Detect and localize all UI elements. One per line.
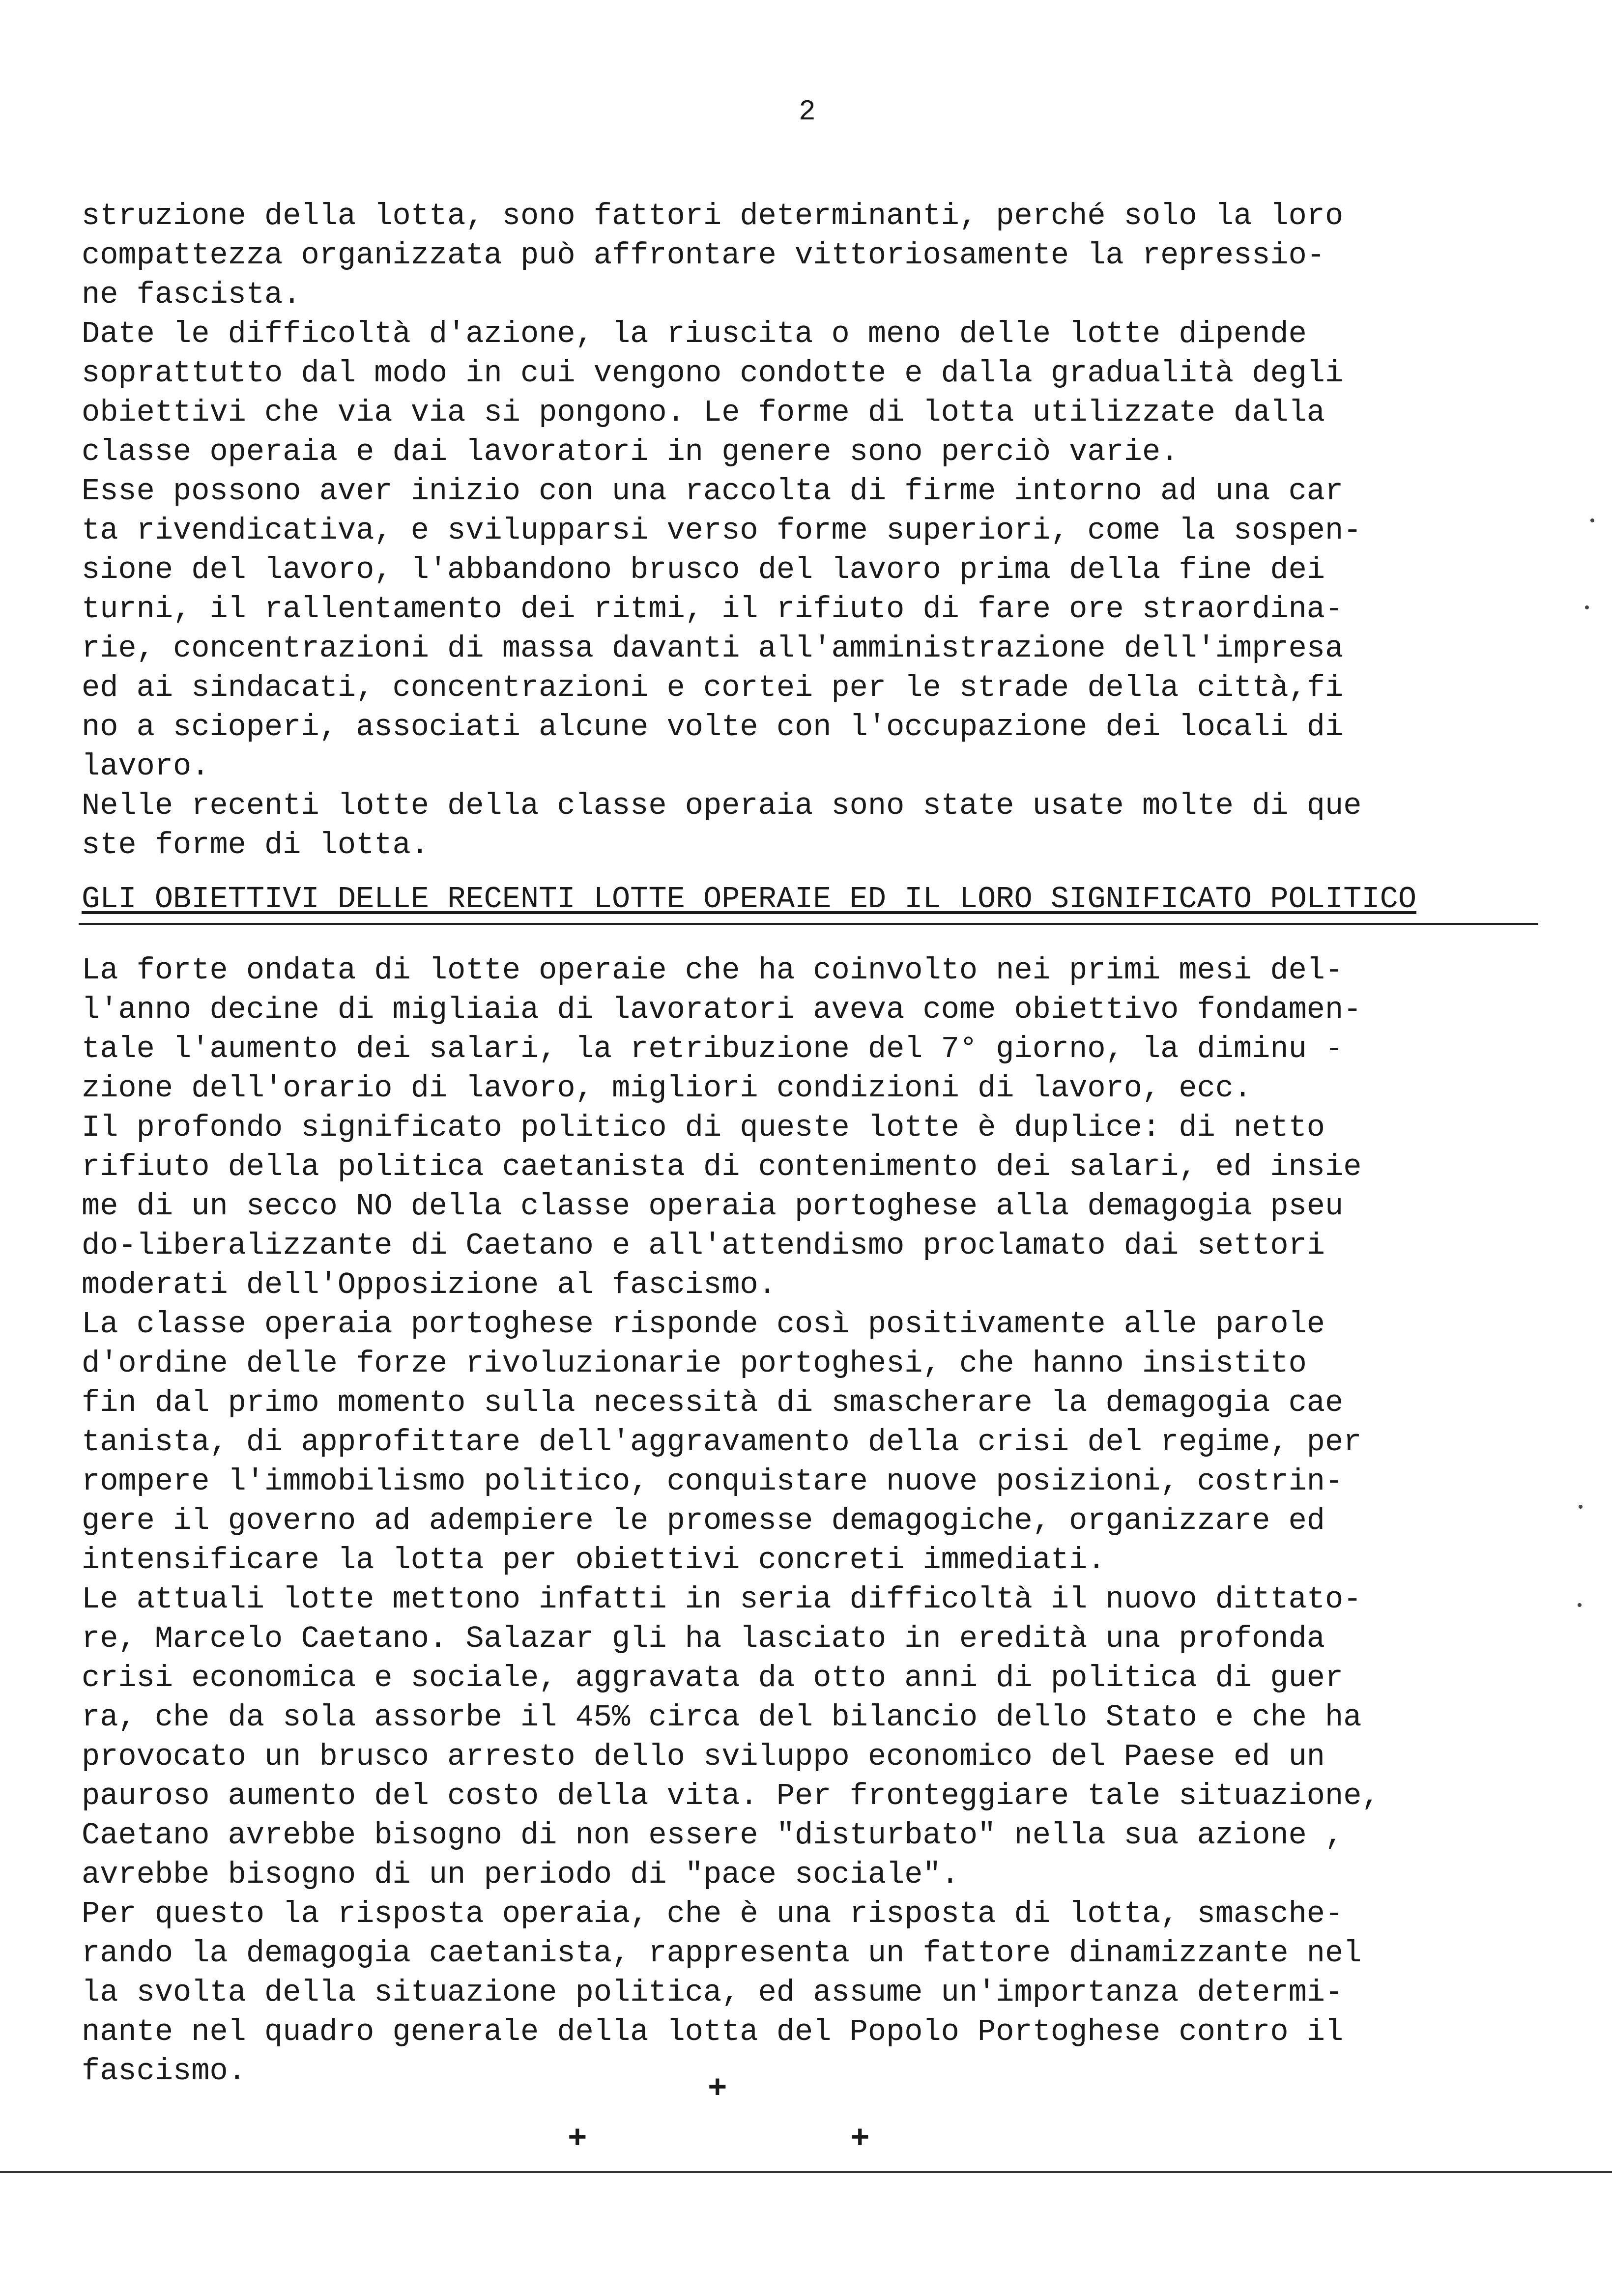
text-line: d'ordine delle forze rivoluzionarie portoghesi, che hanno insistito <box>82 1346 1307 1381</box>
text-line: La classe operaia portoghese risponde così positivamente alle parole <box>82 1307 1325 1342</box>
text-line: Nelle recenti lotte della classe operaia sono state usate molte di que <box>82 788 1362 823</box>
text-line: ne fascista. <box>82 277 301 312</box>
text-line: pauroso aumento del costo della vita. Per fronteggiare tale situazione, <box>82 1779 1380 1813</box>
cross-ornament-top: + <box>708 2070 727 2107</box>
text-line: Per questo la risposta operaia, che è una risposta di lotta, smasche- <box>82 1896 1344 1931</box>
text-line: ra, che da sola assorbe il 45% circa del bilancio dello Stato e che ha <box>82 1700 1362 1735</box>
text-line: rompere l'immobilismo politico, conquistare nuove posizioni, costrin- <box>82 1464 1344 1499</box>
text-line: intensificare la lotta per obiettivi concreti immediati. <box>82 1543 1106 1578</box>
text-line: gere il governo ad adempiere le promesse demagogiche, organizzare ed <box>82 1503 1325 1538</box>
text-line: ta rivendicativa, e svilupparsi verso forme superiori, come la sospen- <box>82 513 1362 548</box>
text-line: Esse possono aver inizio con una raccolta di firme intorno ad una car <box>82 474 1344 509</box>
text-line: lavoro. <box>82 749 210 784</box>
text-line: compattezza organizzata può affrontare vittoriosamente la repressio- <box>82 238 1325 273</box>
section-heading: GLI OBIETTIVI DELLE RECENTI LOTTE OPERAIE ED IL LORO SIGNIFICATO POLITICO <box>82 882 1417 917</box>
text-line: soprattutto dal modo in cui vengono condotte e dalla gradualità degli <box>82 356 1344 391</box>
text-line: sione del lavoro, l'abbandono brusco del lavoro prima della fine dei <box>82 552 1325 587</box>
text-line: la svolta della situazione politica, ed assume un'importanza determi- <box>82 1975 1344 2010</box>
margin-speck <box>1578 1603 1582 1607</box>
text-line: tale l'aumento dei salari, la retribuzione del 7° giorno, la diminu - <box>82 1032 1344 1066</box>
text-line: provocato un brusco arresto dello sviluppo economico del Paese ed un <box>82 1739 1325 1774</box>
text-line: l'anno decine di migliaia di lavoratori aveva come obiettivo fondamen- <box>82 992 1362 1027</box>
text-line: do-liberalizzante di Caetano e all'attendismo proclamato dai settori <box>82 1228 1325 1263</box>
text-line: classe operaia e dai lavoratori in genere sono perciò varie. <box>82 434 1179 469</box>
text-line: rando la demagogia caetanista, rappresenta un fattore dinamizzante nel <box>82 1936 1362 1971</box>
text-line: no a scioperi, associati alcune volte con l'occupazione dei locali di <box>82 710 1344 745</box>
text-line: moderati dell'Opposizione al fascismo. <box>82 1267 777 1302</box>
text-line: rifiuto della politica caetanista di contenimento dei salari, ed insie <box>82 1149 1362 1184</box>
text-line: turni, il rallentamento dei ritmi, il rifiuto di fare ore straordina- <box>82 592 1344 627</box>
text-line: tanista, di approfittare dell'aggravamento della crisi del regime, per <box>82 1425 1362 1460</box>
text-line: struzione della lotta, sono fattori determinanti, perché solo la loro <box>82 199 1344 233</box>
cross-ornament-right: + <box>850 2121 870 2157</box>
text-line: La forte ondata di lotte operaie che ha coinvolto nei primi mesi del- <box>82 953 1344 988</box>
margin-speck <box>1585 605 1589 609</box>
text-line: nante nel quadro generale della lotta del Popolo Portoghese contro il <box>82 2014 1344 2049</box>
text-line: obiettivi che via via si pongono. Le forme di lotta utilizzate dalla <box>82 395 1325 430</box>
text-line: crisi economica e sociale, aggravata da otto anni di politica di guer <box>82 1661 1344 1695</box>
text-line: me di un secco NO della classe operaia portoghese alla demagogia pseu <box>82 1189 1344 1224</box>
text-line: Le attuali lotte mettono infatti in seria difficoltà il nuovo dittato- <box>82 1582 1362 1617</box>
text-line: Il profondo significato politico di queste lotte è duplice: di netto <box>82 1110 1325 1145</box>
text-line: zione dell'orario di lavoro, migliori condizioni di lavoro, ecc. <box>82 1071 1252 1106</box>
text-line: rie, concentrazioni di massa davanti all'amministrazione dell'impresa <box>82 631 1344 666</box>
heading-underline-rule <box>79 923 1538 925</box>
text-line: ste forme di lotta. <box>82 828 429 862</box>
text-line: re, Marcelo Caetano. Salazar gli ha lasciato in eredità una profonda <box>82 1621 1325 1656</box>
paragraph-objectives <box>82 951 1536 2091</box>
text-line: fin dal primo momento sulla necessità di smascherare la demagogia cae <box>82 1385 1344 1420</box>
page-number: 2 <box>799 96 816 128</box>
text-line: Caetano avrebbe bisogno di non essere "disturbato" nella sua azione , <box>82 1818 1344 1853</box>
cross-ornament-left: + <box>568 2121 587 2157</box>
bottom-rule <box>0 2171 1612 2173</box>
paragraph-forms-of-struggle <box>82 197 1536 865</box>
text-line: ed ai sindacati, concentrazioni e cortei per le strade della città,fi <box>82 670 1344 705</box>
margin-speck <box>1590 518 1594 522</box>
text-line: avrebbe bisogno di un periodo di "pace sociale". <box>82 1857 959 1892</box>
text-line: fascismo. <box>82 2054 246 2089</box>
text-line: Date le difficoltà d'azione, la riuscita o meno delle lotte dipende <box>82 316 1307 351</box>
margin-speck <box>1579 1505 1583 1509</box>
